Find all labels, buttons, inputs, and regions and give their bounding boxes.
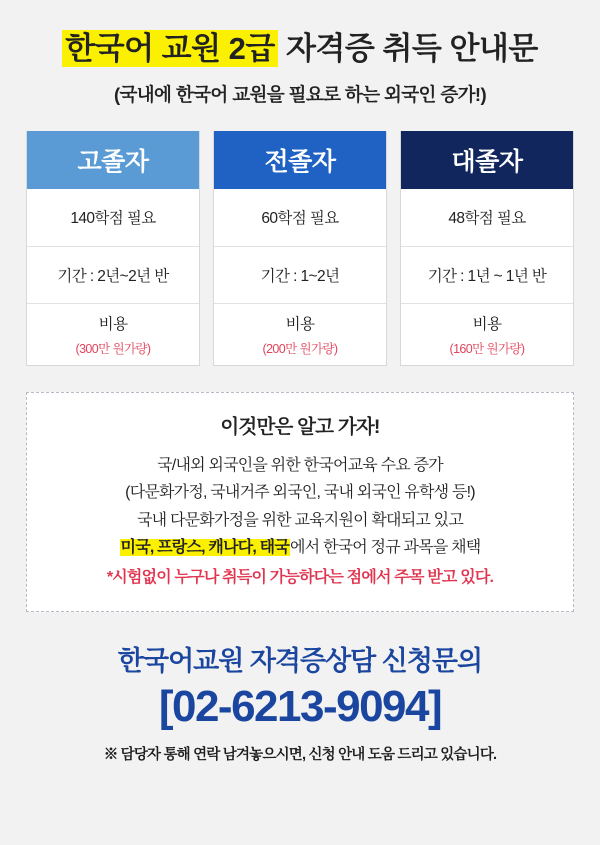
tier-card-credits: 60학점 필요 <box>261 210 339 228</box>
notice-line-5: *시험없이 누구나 취득이 가능하다는 점에서 주목 받고 있다. <box>106 568 494 586</box>
tier-card-period: 기간 : 1~2년 <box>214 246 386 303</box>
tier-card-cost-label: 비용 <box>472 315 502 333</box>
tier-card-title: 전졸자 <box>214 131 386 189</box>
notice-line-4-rest: 에서 한국어 정규 과목을 채택 <box>289 539 481 557</box>
tier-card-credits: 140학점 필요 <box>70 210 156 228</box>
tier-card-cost <box>401 303 573 365</box>
tier-card-cost-value: (200만 원가량) <box>262 341 338 356</box>
tier-card-title: 대졸자 <box>401 131 573 189</box>
contact-heading: 한국어교원 자격증상담 신청문의 <box>117 646 483 677</box>
tier-card-cost-value: (160만 원가량) <box>449 341 525 356</box>
notice-line-4 <box>37 534 563 562</box>
tier-card-cost <box>214 303 386 365</box>
notice-line-1: 국/내외 외국인을 위한 한국어교육 수요 증가 <box>157 456 443 474</box>
tier-card-college-transfer <box>213 131 387 366</box>
title-rest: 자격증 취득 안내문 <box>277 31 538 66</box>
tier-card-highschool <box>26 131 200 366</box>
tier-card-title: 고졸자 <box>27 131 199 189</box>
tier-card-cost <box>27 303 199 365</box>
contact-note: ※ 담당자 통해 연락 남겨놓으시면, 신청 안내 도움 드리고 있습니다. <box>103 746 497 763</box>
tier-card-cost-label: 비용 <box>285 315 315 333</box>
contact-footer <box>26 639 574 764</box>
notice-line-3: 국내 다문화가정을 위한 교육지원이 확대되고 있고 <box>136 511 463 529</box>
tier-card-period: 기간 : 1년 ~ 1년 반 <box>401 246 573 303</box>
notice-box <box>26 392 574 613</box>
tier-card-cost-label: 비용 <box>98 315 128 333</box>
tier-card-university-graduate <box>400 131 574 366</box>
tier-card-cost-value: (300만 원가량) <box>75 341 151 356</box>
page-title <box>26 30 574 69</box>
tier-card-credits: 48학점 필요 <box>448 210 526 228</box>
notice-line-2: (다문화가정, 국내거주 외국인, 국내 외국인 유학생 등!) <box>125 484 475 502</box>
title-highlight: 한국어 교원 2급 <box>62 30 278 67</box>
tier-card-list <box>26 131 574 366</box>
notice-countries-highlight: 미국, 프랑스, 캐나다, 태국 <box>120 539 289 557</box>
page-subtitle: (국내에 한국어 교원을 필요로 하는 외국인 증가!) <box>113 83 487 105</box>
notice-title: 이것만은 알고 가자! <box>220 415 380 438</box>
contact-phone[interactable]: [02-6213-9094] <box>158 682 442 732</box>
poster-header <box>26 0 574 107</box>
tier-card-period: 기간 : 2년~2년 반 <box>27 246 199 303</box>
